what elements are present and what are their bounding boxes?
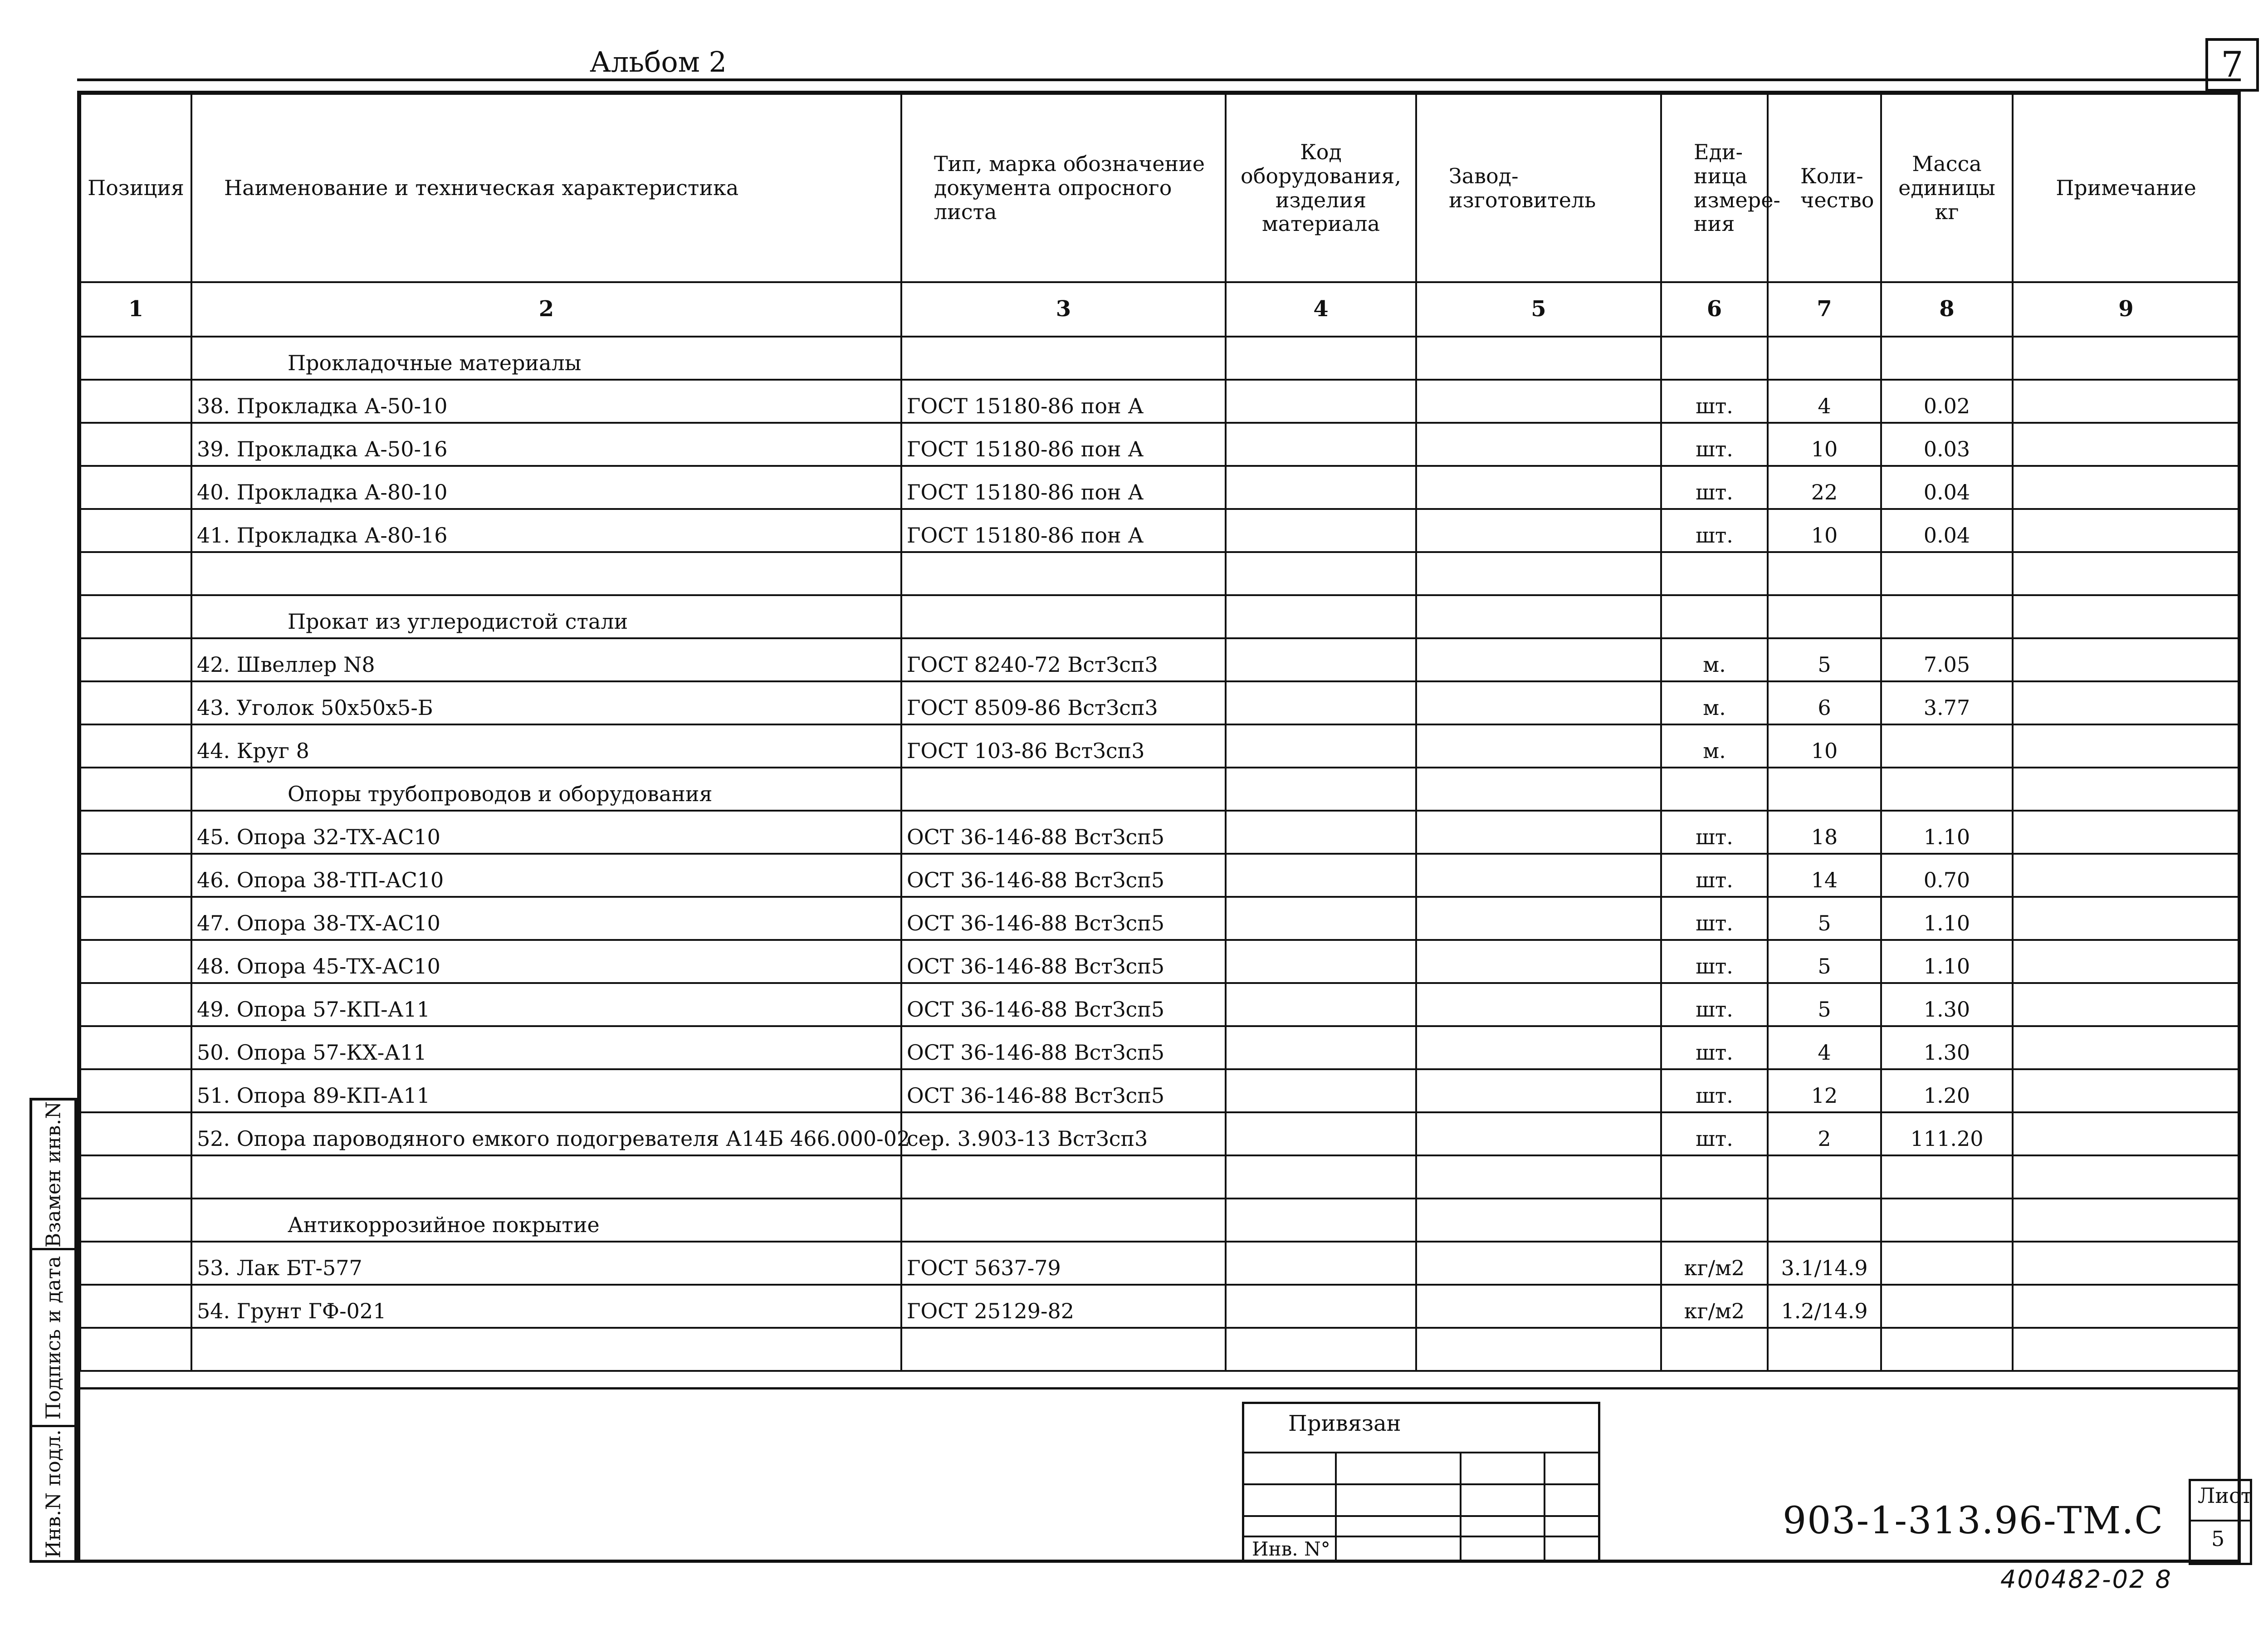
stamp-cell-inv-original: [32, 1427, 74, 1560]
tied-label: Привязан: [1288, 1411, 1401, 1436]
col-header-name: Наименование и техническая характеристика: [191, 94, 901, 282]
tied-box-line: [1544, 1452, 1545, 1561]
cell-unit: шт.: [1661, 983, 1768, 1026]
cell-name: 46. Опора 38-ТП-АС10: [191, 854, 901, 897]
cell-name: 39. Прокладка А-50-16: [191, 423, 901, 466]
sheet-value: 5: [2211, 1526, 2225, 1551]
cell-empty: [901, 1328, 1226, 1371]
cell-doc: ОСТ 36-146-88 ВстЗсп5: [901, 940, 1226, 983]
tied-box-line: [1335, 1452, 1337, 1561]
cell-note: [2013, 509, 2239, 552]
column-number-row: [80, 282, 2239, 337]
cell-empty: [1881, 1155, 2013, 1199]
document-code: 903-1-313.96-ТМ.С: [1783, 1499, 2164, 1542]
sheet-box-line: [2191, 1520, 2250, 1521]
cell-empty: [1226, 1155, 1416, 1199]
cell-position: [80, 509, 191, 552]
cell-empty: [1226, 552, 1416, 595]
section-row: [80, 595, 2239, 638]
cell-note: [2013, 983, 2239, 1026]
col-number: 6: [1661, 282, 1768, 337]
cell-empty: [1881, 1328, 2013, 1371]
cell-qty: 22: [1768, 466, 1881, 509]
cell-name: 54. Грунт ГФ-021: [191, 1285, 901, 1328]
cell-empty: [1661, 1199, 1768, 1242]
cell-manufacturer: [1416, 423, 1661, 466]
cell-empty: [1226, 337, 1416, 380]
cell-manufacturer: [1416, 1242, 1661, 1285]
cell-note: [2013, 811, 2239, 854]
cell-qty: 4: [1768, 380, 1881, 423]
cell-mass: 0.04: [1881, 466, 2013, 509]
cell-code: [1226, 1069, 1416, 1112]
cell-qty: 10: [1768, 423, 1881, 466]
cell-empty: [1881, 1199, 2013, 1242]
cell-empty: [1661, 768, 1768, 811]
cell-empty: [2013, 768, 2239, 811]
cell-qty: 6: [1768, 681, 1881, 724]
cell-mass: [1881, 724, 2013, 768]
cell-code: [1226, 1112, 1416, 1155]
cell-code: [1226, 1285, 1416, 1328]
cell-doc: ГОСТ 15180-86 пон А: [901, 380, 1226, 423]
top-divider: [77, 78, 2241, 81]
cell-manufacturer: [1416, 681, 1661, 724]
cell-mass: 1.30: [1881, 1026, 2013, 1069]
cell-empty: [1768, 1328, 1881, 1371]
cell-empty: [901, 1199, 1226, 1242]
cell-qty: 3.1/14.9: [1768, 1242, 1881, 1285]
section-title: Антикоррозийное покрытие: [191, 1199, 901, 1242]
cell-name: 53. Лак БТ-577: [191, 1242, 901, 1285]
cell-name: 51. Опора 89-КП-А11: [191, 1069, 901, 1112]
blank-row: [80, 1155, 2239, 1199]
cell-position: [80, 724, 191, 768]
cell-qty: 1.2/14.9: [1768, 1285, 1881, 1328]
cell-doc: ОСТ 36-146-88 ВстЗсп5: [901, 1069, 1226, 1112]
cell-position: [80, 854, 191, 897]
cell-position: [80, 1026, 191, 1069]
col-number: 2: [191, 282, 901, 337]
cell-doc: ГОСТ 15180-86 пон А: [901, 466, 1226, 509]
cell-manufacturer: [1416, 811, 1661, 854]
cell-mass: 3.77: [1881, 681, 2013, 724]
cell-qty: 18: [1768, 811, 1881, 854]
cell-empty: [1768, 337, 1881, 380]
cell-empty: [1768, 1155, 1881, 1199]
cell-code: [1226, 638, 1416, 681]
cell-qty: 14: [1768, 854, 1881, 897]
cell-empty: [1661, 1155, 1768, 1199]
cell-unit: шт.: [1661, 940, 1768, 983]
cell-empty: [901, 552, 1226, 595]
cell-note: [2013, 724, 2239, 768]
cell-empty: [80, 1155, 191, 1199]
cell-note: [2013, 940, 2239, 983]
cell-doc: ОСТ 36-146-88 ВстЗсп5: [901, 897, 1226, 940]
cell-doc: сер. 3.903-13 ВстЗсп3: [901, 1112, 1226, 1155]
cell-note: [2013, 897, 2239, 940]
cell-empty: [1416, 595, 1661, 638]
section-title: Опоры трубопроводов и оборудования: [191, 768, 901, 811]
col-number: 3: [901, 282, 1226, 337]
cell-note: [2013, 380, 2239, 423]
section-row: [80, 768, 2239, 811]
cell-note: [2013, 681, 2239, 724]
cell-empty: [2013, 337, 2239, 380]
cell-doc: ГОСТ 15180-86 пон А: [901, 509, 1226, 552]
cell-manufacturer: [1416, 509, 1661, 552]
cell-manufacturer: [1416, 1285, 1661, 1328]
cell-manufacturer: [1416, 1112, 1661, 1155]
cell-manufacturer: [1416, 897, 1661, 940]
cell-empty: [1661, 595, 1768, 638]
cell-position: [80, 983, 191, 1026]
table-row: [80, 983, 2239, 1026]
cell-empty: [191, 1155, 901, 1199]
cell-code: [1226, 380, 1416, 423]
cell-empty: [1416, 552, 1661, 595]
cell-qty: 5: [1768, 897, 1881, 940]
cell-empty: [901, 768, 1226, 811]
cell-name: 43. Уголок 50х50х5-Б: [191, 681, 901, 724]
cell-position: [80, 681, 191, 724]
cell-empty: [1226, 595, 1416, 638]
cell-position: [80, 1069, 191, 1112]
cell-empty: [1661, 337, 1768, 380]
cell-position: [80, 1285, 191, 1328]
col-header-position: Позиция: [80, 94, 191, 282]
cell-position: [80, 1199, 191, 1242]
stamp-label: Инв.N подл.: [42, 1429, 65, 1558]
cell-doc: ГОСТ 103-86 ВстЗсп3: [901, 724, 1226, 768]
cell-doc: ОСТ 36-146-88 ВстЗсп5: [901, 854, 1226, 897]
table-row: [80, 1069, 2239, 1112]
cell-position: [80, 811, 191, 854]
cell-mass: 0.03: [1881, 423, 2013, 466]
cell-qty: 10: [1768, 509, 1881, 552]
cell-manufacturer: [1416, 724, 1661, 768]
table-row: [80, 1026, 2239, 1069]
cell-name: 40. Прокладка А-80-10: [191, 466, 901, 509]
table-row: [80, 1112, 2239, 1155]
col-header-manufacturer: Завод- изготовитель: [1416, 94, 1661, 282]
cell-unit: кг/м2: [1661, 1242, 1768, 1285]
cell-mass: 1.10: [1881, 811, 2013, 854]
cell-unit: шт.: [1661, 423, 1768, 466]
cell-empty: [1768, 552, 1881, 595]
stamp-label: Взамен инв.N: [42, 1101, 65, 1248]
blank-row: [80, 552, 2239, 595]
col-header-qty: Коли- чество: [1768, 94, 1881, 282]
table-row: [80, 380, 2239, 423]
cell-manufacturer: [1416, 940, 1661, 983]
cell-code: [1226, 854, 1416, 897]
cell-code: [1226, 1026, 1416, 1069]
cell-code: [1226, 811, 1416, 854]
cell-doc: ГОСТ 5637-79: [901, 1242, 1226, 1285]
approval-stamp: [29, 1098, 77, 1563]
cell-manufacturer: [1416, 1026, 1661, 1069]
cell-unit: м.: [1661, 681, 1768, 724]
blank-row: [80, 1328, 2239, 1371]
col-header-mass: Масса единицы кг: [1881, 94, 2013, 282]
table-row: [80, 724, 2239, 768]
cell-mass: 7.05: [1881, 638, 2013, 681]
cell-unit: м.: [1661, 638, 1768, 681]
cell-doc: ГОСТ 25129-82: [901, 1285, 1226, 1328]
cell-empty: [901, 337, 1226, 380]
table-row: [80, 811, 2239, 854]
cell-note: [2013, 1285, 2239, 1328]
cell-manufacturer: [1416, 1069, 1661, 1112]
cell-code: [1226, 940, 1416, 983]
table-row: [80, 466, 2239, 509]
cell-note: [2013, 1112, 2239, 1155]
archive-number: 400482-02 8: [2000, 1565, 2172, 1594]
cell-mass: 1.10: [1881, 897, 2013, 940]
cell-position: [80, 380, 191, 423]
cell-name: 42. Швеллер N8: [191, 638, 901, 681]
cell-code: [1226, 983, 1416, 1026]
cell-doc: ГОСТ 8509-86 ВстЗсп3: [901, 681, 1226, 724]
cell-name: 41. Прокладка А-80-16: [191, 509, 901, 552]
cell-unit: шт.: [1661, 1026, 1768, 1069]
table-row: [80, 638, 2239, 681]
cell-empty: [2013, 1155, 2239, 1199]
cell-empty: [1416, 768, 1661, 811]
cell-mass: 1.30: [1881, 983, 2013, 1026]
cell-position: [80, 638, 191, 681]
table-row: [80, 681, 2239, 724]
cell-name: 48. Опора 45-ТХ-АС10: [191, 940, 901, 983]
cell-code: [1226, 466, 1416, 509]
cell-qty: 2: [1768, 1112, 1881, 1155]
section-row: [80, 1199, 2239, 1242]
cell-mass: 0.02: [1881, 380, 2013, 423]
col-number: 9: [2013, 282, 2239, 337]
cell-empty: [1768, 595, 1881, 638]
cell-manufacturer: [1416, 854, 1661, 897]
col-number: 5: [1416, 282, 1661, 337]
cell-code: [1226, 509, 1416, 552]
cell-empty: [1661, 552, 1768, 595]
cell-qty: 5: [1768, 983, 1881, 1026]
table-row: [80, 940, 2239, 983]
album-title: Альбом 2: [590, 45, 727, 78]
cell-code: [1226, 681, 1416, 724]
sheet-label: Лист: [2198, 1483, 2253, 1508]
cell-empty: [2013, 595, 2239, 638]
cell-name: 49. Опора 57-КП-А11: [191, 983, 901, 1026]
bottom-divider: [77, 1387, 2241, 1389]
cell-empty: [1416, 1328, 1661, 1371]
cell-name: 38. Прокладка А-50-10: [191, 380, 901, 423]
section-row: [80, 337, 2239, 380]
table-row: [80, 423, 2239, 466]
cell-position: [80, 423, 191, 466]
cell-empty: [2013, 552, 2239, 595]
cell-empty: [1416, 337, 1661, 380]
cell-empty: [1881, 768, 2013, 811]
cell-unit: шт.: [1661, 1112, 1768, 1155]
cell-empty: [1226, 1328, 1416, 1371]
cell-name: 52. Опора пароводяного емкого подогревателя А14Б 466.000-02: [191, 1112, 901, 1155]
cell-empty: [1416, 1199, 1661, 1242]
cell-doc: ОСТ 36-146-88 ВстЗсп5: [901, 1026, 1226, 1069]
cell-mass: 1.20: [1881, 1069, 2013, 1112]
col-header-unit: Еди- ница измере- ния: [1661, 94, 1768, 282]
col-number: 1: [80, 282, 191, 337]
cell-unit: шт.: [1661, 466, 1768, 509]
cell-name: 47. Опора 38-ТХ-АС10: [191, 897, 901, 940]
cell-mass: [1881, 1285, 2013, 1328]
cell-position: [80, 897, 191, 940]
cell-empty: [80, 1328, 191, 1371]
cell-note: [2013, 1069, 2239, 1112]
cell-qty: 5: [1768, 638, 1881, 681]
cell-note: [2013, 638, 2239, 681]
cell-position: [80, 1112, 191, 1155]
cell-unit: шт.: [1661, 509, 1768, 552]
table-row: [80, 1242, 2239, 1285]
tied-box-line: [1460, 1452, 1461, 1561]
cell-note: [2013, 1026, 2239, 1069]
cell-position: [80, 1242, 191, 1285]
cell-mass: 1.10: [1881, 940, 2013, 983]
cell-code: [1226, 423, 1416, 466]
cell-empty: [1226, 1199, 1416, 1242]
cell-mass: 0.70: [1881, 854, 2013, 897]
cell-note: [2013, 854, 2239, 897]
col-number: 4: [1226, 282, 1416, 337]
sheet-number-box: [2205, 38, 2259, 92]
cell-note: [2013, 466, 2239, 509]
cell-note: [2013, 1242, 2239, 1285]
cell-empty: [1416, 1155, 1661, 1199]
cell-unit: шт.: [1661, 897, 1768, 940]
cell-empty: [1661, 1328, 1768, 1371]
cell-manufacturer: [1416, 638, 1661, 681]
cell-doc: ОСТ 36-146-88 ВстЗсп5: [901, 811, 1226, 854]
section-title: Прокладочные материалы: [191, 337, 901, 380]
cell-unit: м.: [1661, 724, 1768, 768]
cell-note: [2013, 423, 2239, 466]
cell-unit: шт.: [1661, 854, 1768, 897]
stamp-cell-signature: [32, 1250, 74, 1427]
header-row: [80, 94, 2239, 282]
cell-empty: [1881, 595, 2013, 638]
cell-mass: 111.20: [1881, 1112, 2013, 1155]
cell-name: 50. Опора 57-КХ-А11: [191, 1026, 901, 1069]
cell-doc: ГОСТ 8240-72 ВстЗсп3: [901, 638, 1226, 681]
cell-qty: 5: [1768, 940, 1881, 983]
cell-position: [80, 768, 191, 811]
cell-unit: кг/м2: [1661, 1285, 1768, 1328]
cell-qty: 10: [1768, 724, 1881, 768]
cell-empty: [1881, 552, 2013, 595]
cell-manufacturer: [1416, 380, 1661, 423]
cell-code: [1226, 724, 1416, 768]
cell-empty: [191, 1328, 901, 1371]
col-number: 7: [1768, 282, 1881, 337]
inv-number-label: Инв. N°: [1252, 1538, 1330, 1560]
cell-empty: [901, 595, 1226, 638]
table-row: [80, 854, 2239, 897]
cell-empty: [1768, 768, 1881, 811]
cell-empty: [901, 1155, 1226, 1199]
cell-doc: ОСТ 36-146-88 ВстЗсп5: [901, 983, 1226, 1026]
table-row: [80, 1285, 2239, 1328]
cell-code: [1226, 897, 1416, 940]
cell-mass: 0.04: [1881, 509, 2013, 552]
cell-name: 44. Круг 8: [191, 724, 901, 768]
specification-table: [79, 93, 2240, 1372]
cell-unit: шт.: [1661, 380, 1768, 423]
cell-position: [80, 940, 191, 983]
cell-qty: 4: [1768, 1026, 1881, 1069]
cell-qty: 12: [1768, 1069, 1881, 1112]
table-row: [80, 897, 2239, 940]
cell-position: [80, 337, 191, 380]
table-row: [80, 509, 2239, 552]
cell-name: 45. Опора 32-ТХ-АС10: [191, 811, 901, 854]
cell-empty: [1226, 768, 1416, 811]
col-header-note: Примечание: [2013, 94, 2239, 282]
cell-empty: [80, 552, 191, 595]
cell-position: [80, 466, 191, 509]
cell-empty: [1881, 337, 2013, 380]
cell-empty: [2013, 1328, 2239, 1371]
cell-empty: [2013, 1199, 2239, 1242]
sheet-number: 7: [2221, 44, 2244, 85]
stamp-label: Подпись и дата: [42, 1256, 65, 1419]
cell-doc: ГОСТ 15180-86 пон А: [901, 423, 1226, 466]
cell-empty: [1768, 1199, 1881, 1242]
col-number: 8: [1881, 282, 2013, 337]
cell-unit: шт.: [1661, 811, 1768, 854]
cell-empty: [191, 552, 901, 595]
cell-unit: шт.: [1661, 1069, 1768, 1112]
cell-manufacturer: [1416, 466, 1661, 509]
col-header-doc: Тип, марка обозначение документа опросного листа: [901, 94, 1226, 282]
cell-code: [1226, 1242, 1416, 1285]
cell-position: [80, 595, 191, 638]
col-header-code: Код оборудования, изделия материала: [1226, 94, 1416, 282]
section-title: Прокат из углеродистой стали: [191, 595, 901, 638]
stamp-cell-replaced-inv: [32, 1101, 74, 1250]
cell-mass: [1881, 1242, 2013, 1285]
cell-manufacturer: [1416, 983, 1661, 1026]
